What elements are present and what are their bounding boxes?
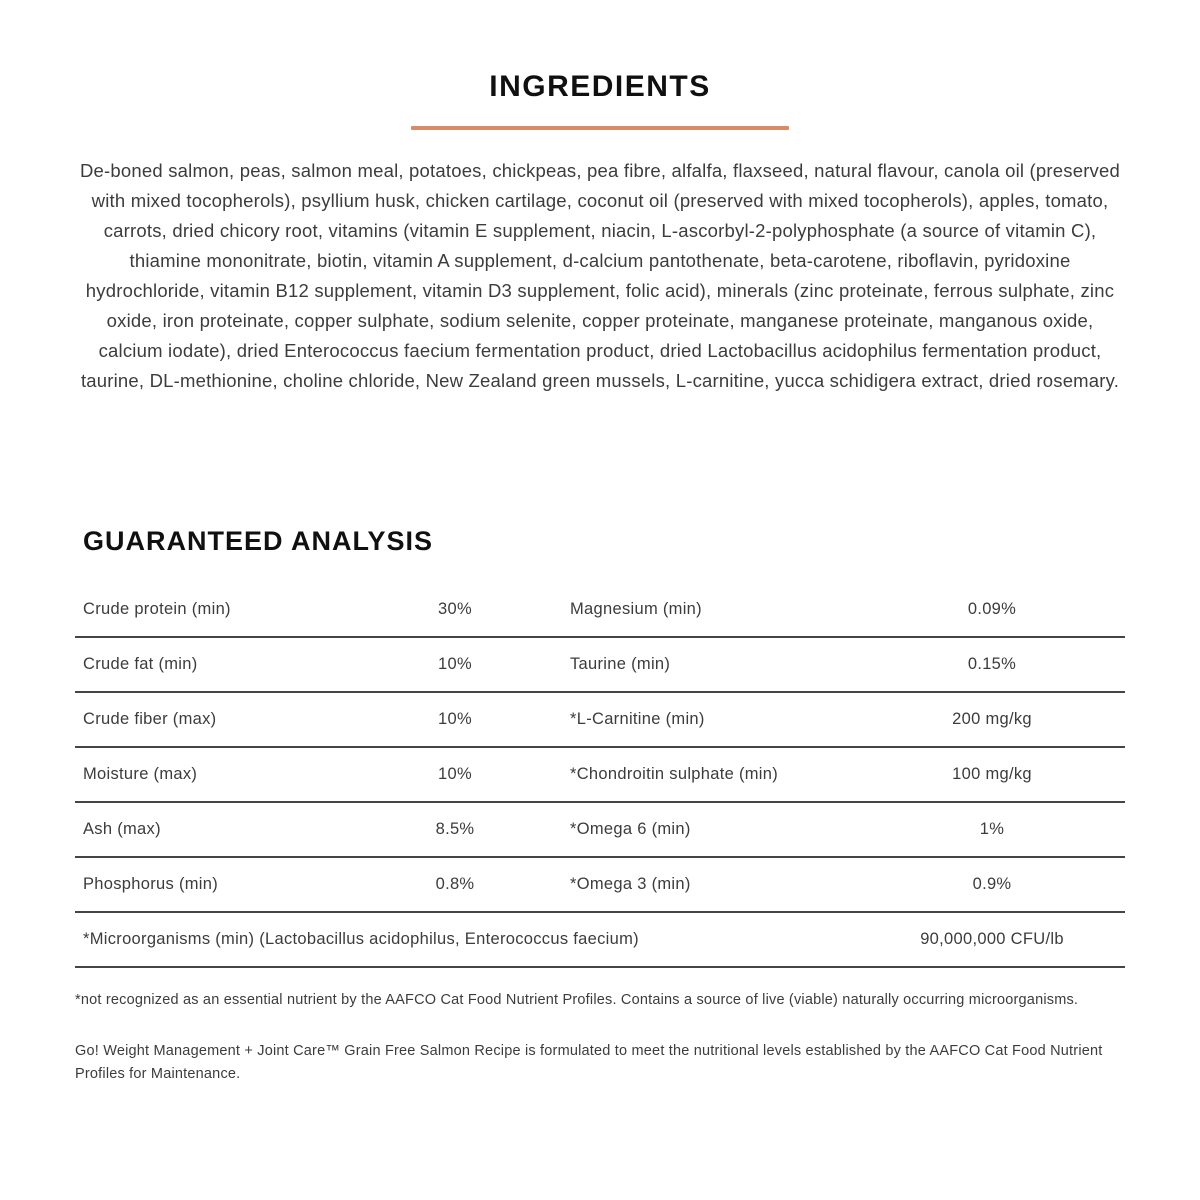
analysis-row xyxy=(75,583,1125,638)
nutrient-value: 90,000,000 CFU/lb xyxy=(920,930,1064,948)
aafco-statement: Go! Weight Management + Joint Care™ Grain Free Salmon Recipe is formulated to meet the nutritional levels established by the AAFCO Cat Food Nutrient Profiles for Maintenance. xyxy=(75,1043,1103,1082)
nutrient-value: 0.8% xyxy=(435,875,475,893)
ingredients-section xyxy=(0,0,1200,396)
nutrient-value: 0.9% xyxy=(972,875,1012,893)
accent-divider xyxy=(411,126,789,130)
nutrient-label: Moisture (max) xyxy=(83,765,198,783)
guaranteed-analysis-section xyxy=(0,526,1200,1086)
nutrient-label: Crude protein (min) xyxy=(83,600,231,618)
nutrient-value: 10% xyxy=(438,710,472,728)
analysis-row xyxy=(75,803,1125,858)
nutrient-value: 100 mg/kg xyxy=(952,765,1032,783)
analysis-row xyxy=(75,858,1125,913)
nutrient-label: *L-Carnitine (min) xyxy=(570,710,705,728)
nutrient-label: Phosphorus (min) xyxy=(83,875,219,893)
ingredients-title: INGREDIENTS xyxy=(489,70,711,103)
nutrient-value: 1% xyxy=(979,820,1005,838)
nutrient-label: *Microorganisms (min) (Lactobacillus acidophilus, Enterococcus faecium) xyxy=(83,930,639,948)
nutrient-value: 30% xyxy=(438,600,472,618)
nutrient-label: Magnesium (min) xyxy=(570,600,702,618)
asterisk-footnote: *not recognized as an essential nutrient by the AAFCO Cat Food Nutrient Profiles. Contains a source of live (viable) naturally occurring microorganisms. xyxy=(75,992,1079,1008)
analysis-row xyxy=(75,748,1125,803)
analysis-row xyxy=(75,638,1125,693)
nutrient-label: Crude fiber (max) xyxy=(83,710,217,728)
nutrient-label: Ash (max) xyxy=(83,820,161,838)
analysis-row-microorganisms xyxy=(75,913,1125,968)
nutrient-label: *Omega 6 (min) xyxy=(570,820,691,838)
nutrient-value: 0.15% xyxy=(967,655,1017,673)
nutrient-label: Taurine (min) xyxy=(570,655,671,673)
nutrient-label: *Chondroitin sulphate (min) xyxy=(570,765,779,783)
nutrient-value: 10% xyxy=(438,655,472,673)
ingredients-text: De-boned salmon, peas, salmon meal, potatoes, chickpeas, pea fibre, alfalfa, flaxseed, natural flavour, canola oil (preserved with mixed tocopherols), psyllium husk, chicken cartilage, coconut oil (preserved with mixed tocopherols), apples, tomato, carrots, dried chicory root, vitamins (vitamin E supplement, niacin, L-ascorbyl-2-polyphosphate (a source of vitamin C), thiamine mononitrate, biotin, vitamin A supplement, d-calcium pantothenate, beta-carotene, riboflavin, pyridoxine hydrochloride, vitamin B12 supplement, vitamin D3 supplement, folic acid), minerals (zinc proteinate, ferrous sulphate, zinc oxide, iron proteinate, copper sulphate, sodium selenite, copper proteinate, manganese proteinate, manganous oxide, calcium iodate), dried Enterococcus faecium fermentation product, dried Lactobacillus acidophilus fermentation product, taurine, DL-methionine, choline chloride, New Zealand green mussels, L-carnitine, yucca schidigera extract, dried rosemary. xyxy=(80,160,1120,391)
guaranteed-analysis-title: GUARANTEED ANALYSIS xyxy=(83,526,434,556)
guaranteed-analysis-table xyxy=(75,583,1125,968)
nutrient-value: 10% xyxy=(438,765,472,783)
nutrient-label: *Omega 3 (min) xyxy=(570,875,691,893)
analysis-row xyxy=(75,693,1125,748)
nutrient-value: 0.09% xyxy=(967,600,1017,618)
nutrient-label: Crude fat (min) xyxy=(83,655,198,673)
nutrient-value: 8.5% xyxy=(435,820,475,838)
nutrient-value: 200 mg/kg xyxy=(952,710,1032,728)
